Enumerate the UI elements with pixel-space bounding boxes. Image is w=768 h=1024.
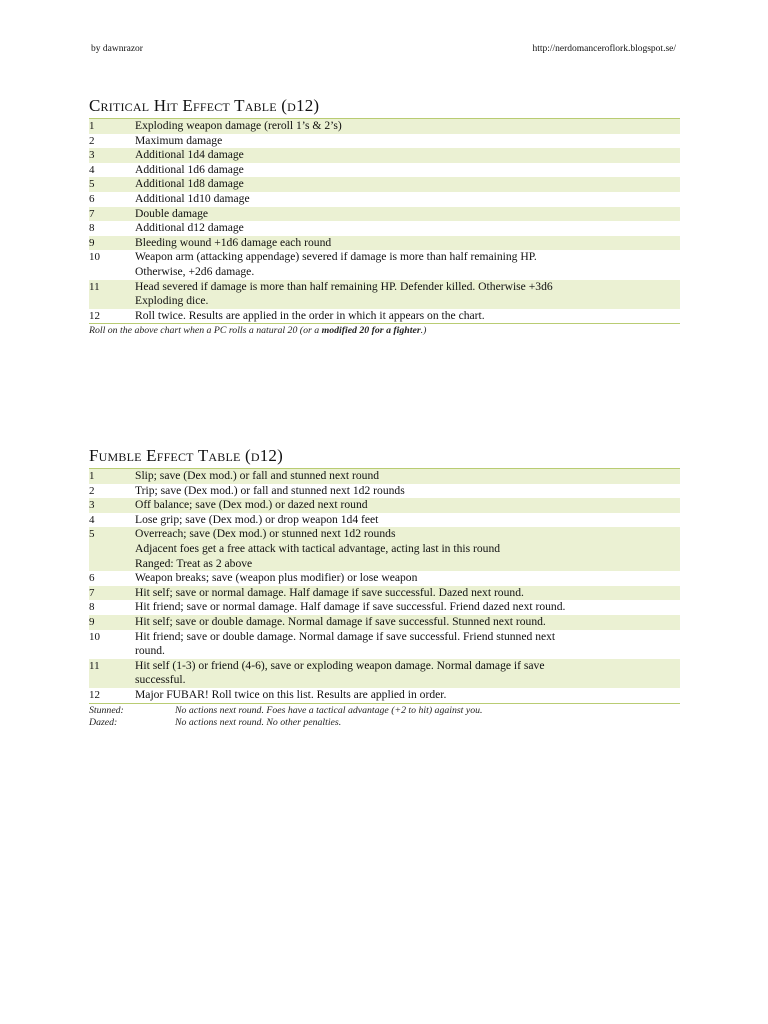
effect-cell	[135, 513, 680, 528]
roll-number: 10	[89, 251, 100, 264]
effect-cell	[135, 600, 680, 615]
table-row	[89, 163, 680, 178]
roll-number: 5	[89, 527, 135, 571]
legend-term: Dazed:	[89, 716, 118, 728]
effect-text: Additional 1d10 damage	[135, 191, 250, 205]
effect-text: Major FUBAR! Roll twice on this list. Results are applied in order.	[135, 687, 447, 701]
effect-cell	[135, 469, 680, 484]
effect-text: Additional 1d6 damage	[135, 162, 244, 176]
legend-entry	[89, 717, 680, 729]
table-row	[89, 498, 680, 513]
effect-cell	[135, 207, 680, 222]
table-row	[89, 615, 680, 630]
table-row	[89, 119, 680, 134]
effect-text: round.	[135, 644, 165, 658]
table-row	[89, 469, 680, 484]
critical-hit-table	[89, 118, 680, 324]
critical-hit-footnote	[89, 325, 680, 337]
roll-number: 3	[89, 498, 135, 513]
roll-number: 7	[89, 207, 135, 222]
effect-cell	[135, 527, 680, 571]
table-row	[89, 177, 680, 192]
table-row	[89, 236, 680, 251]
table-row	[89, 484, 680, 499]
effect-cell	[135, 484, 680, 499]
roll-number: 5	[89, 177, 135, 192]
table-row	[89, 600, 680, 615]
roll-number: 8	[89, 222, 95, 235]
footnote-end: .)	[420, 325, 427, 337]
effect-cell	[135, 221, 680, 236]
fumble-section	[89, 446, 680, 729]
effect-text: Exploding dice.	[135, 294, 209, 308]
critical-hit-section	[89, 96, 680, 337]
roll-number: 11	[89, 659, 135, 688]
roll-number: 2	[89, 484, 95, 497]
table-row	[89, 309, 680, 324]
blog-url: http://nerdomanceroflork.blogspot.se/	[532, 44, 676, 54]
footnote-text: Roll on the above chart when a PC rolls a natural 20 (or a	[89, 325, 322, 337]
effect-text: Hit friend; save or normal damage. Half damage if save successful. Friend dazed next round.	[135, 600, 566, 614]
effect-cell	[135, 148, 680, 163]
roll-number: 9	[89, 615, 135, 630]
effect-cell	[135, 630, 680, 659]
table-row	[89, 586, 680, 601]
effect-text: Additional d12 damage	[135, 221, 244, 235]
effect-cell	[135, 571, 680, 586]
roll-number: 11	[89, 280, 135, 309]
effect-cell	[135, 688, 680, 703]
effect-text: successful.	[135, 673, 186, 687]
roll-number: 8	[89, 601, 95, 614]
effect-cell	[135, 236, 680, 251]
legend-entry	[89, 705, 680, 717]
legend-description: No actions next round. No other penalties.	[175, 716, 342, 728]
effect-text: Slip; save (Dex mod.) or fall and stunned next round	[135, 469, 380, 482]
effect-cell	[135, 134, 680, 149]
effect-text: Lose grip; save (Dex mod.) or drop weapon 1d4 feet	[135, 512, 379, 526]
effect-text: Trip; save (Dex mod.) or fall and stunned next 1d2 rounds	[135, 483, 405, 497]
effect-cell	[135, 659, 680, 688]
table-row	[89, 513, 680, 528]
roll-number: 6	[89, 192, 95, 205]
effect-text: Head severed if damage is more than half remaining HP. Defender killed. Otherwise +3d6	[135, 279, 553, 293]
effect-text: Hit self; save or normal damage. Half damage if save successful. Dazed next round.	[135, 585, 524, 599]
effect-text: Weapon arm (attacking appendage) severed if damage is more than half remaining HP.	[135, 250, 537, 264]
table-row	[89, 207, 680, 222]
table-row	[89, 527, 680, 571]
table-row	[89, 192, 680, 207]
effect-cell	[135, 309, 680, 324]
roll-number: 2	[89, 134, 95, 147]
table-row	[89, 280, 680, 309]
roll-number: 12	[89, 688, 100, 701]
roll-number: 3	[89, 148, 135, 163]
table-row	[89, 688, 680, 703]
roll-number: 1	[89, 469, 135, 484]
legend-term: Stunned:	[89, 704, 124, 716]
effect-text: Otherwise, +2d6 damage.	[135, 264, 255, 278]
table-row	[89, 250, 680, 279]
effect-text: Ranged: Treat as 2 above	[135, 556, 253, 570]
effect-cell	[135, 250, 680, 279]
roll-number: 12	[89, 309, 100, 322]
table-row	[89, 221, 680, 236]
roll-number: 7	[89, 586, 135, 601]
effect-text: Hit self (1-3) or friend (4-6), save or exploding weapon damage. Normal damage if save	[135, 658, 545, 672]
effect-cell	[135, 177, 680, 192]
fumble-table	[89, 468, 680, 704]
table-row	[89, 630, 680, 659]
table-row	[89, 659, 680, 688]
roll-number: 10	[89, 630, 100, 643]
effect-text: Hit friend; save or double damage. Normal damage if save successful. Friend stunned next	[135, 629, 556, 643]
effect-cell	[135, 163, 680, 178]
effect-text: Adjacent foes get a free attack with tactical advantage, acting last in this round	[135, 541, 501, 555]
roll-number: 4	[89, 513, 95, 526]
roll-number: 6	[89, 572, 95, 585]
effect-text: Bleeding wound +1d6 damage each round	[135, 235, 332, 249]
effect-cell	[135, 498, 680, 513]
roll-number: 1	[89, 119, 135, 134]
effect-text: Double damage	[135, 206, 209, 220]
legend-description: No actions next round. Foes have a tactical advantage (+2 to hit) against you.	[175, 704, 483, 716]
footnote-emphasis: modified 20 for a fighter	[321, 325, 421, 337]
fumble-title: Fumble Effect Table (d12)	[89, 446, 283, 465]
author-credit: by dawnrazor	[91, 44, 143, 54]
effect-cell	[135, 119, 680, 134]
table-row	[89, 148, 680, 163]
effect-cell	[135, 280, 680, 309]
effect-text: Off balance; save (Dex mod.) or dazed next round	[135, 498, 368, 512]
roll-number: 4	[89, 163, 95, 176]
effect-text: Roll twice. Results are applied in the order in which it appears on the chart.	[135, 308, 485, 322]
effect-cell	[135, 615, 680, 630]
effect-text: Overreach; save (Dex mod.) or stunned next 1d2 rounds	[135, 527, 396, 541]
table-row	[89, 571, 680, 586]
table-row	[89, 134, 680, 149]
effect-text: Hit self; save or double damage. Normal damage if save successful. Stunned next round.	[135, 614, 546, 628]
critical-hit-title: Critical Hit Effect Table (d12)	[89, 96, 320, 115]
fumble-legend	[89, 705, 680, 729]
effect-text: Additional 1d8 damage	[135, 177, 244, 191]
roll-number: 9	[89, 236, 135, 251]
effect-cell	[135, 192, 680, 207]
effect-cell	[135, 586, 680, 601]
effect-text: Additional 1d4 damage	[135, 148, 244, 162]
effect-text: Exploding weapon damage (reroll 1’s & 2’s)	[135, 119, 342, 132]
effect-text: Weapon breaks; save (weapon plus modifier) or lose weapon	[135, 571, 418, 585]
effect-text: Maximum damage	[135, 133, 223, 147]
